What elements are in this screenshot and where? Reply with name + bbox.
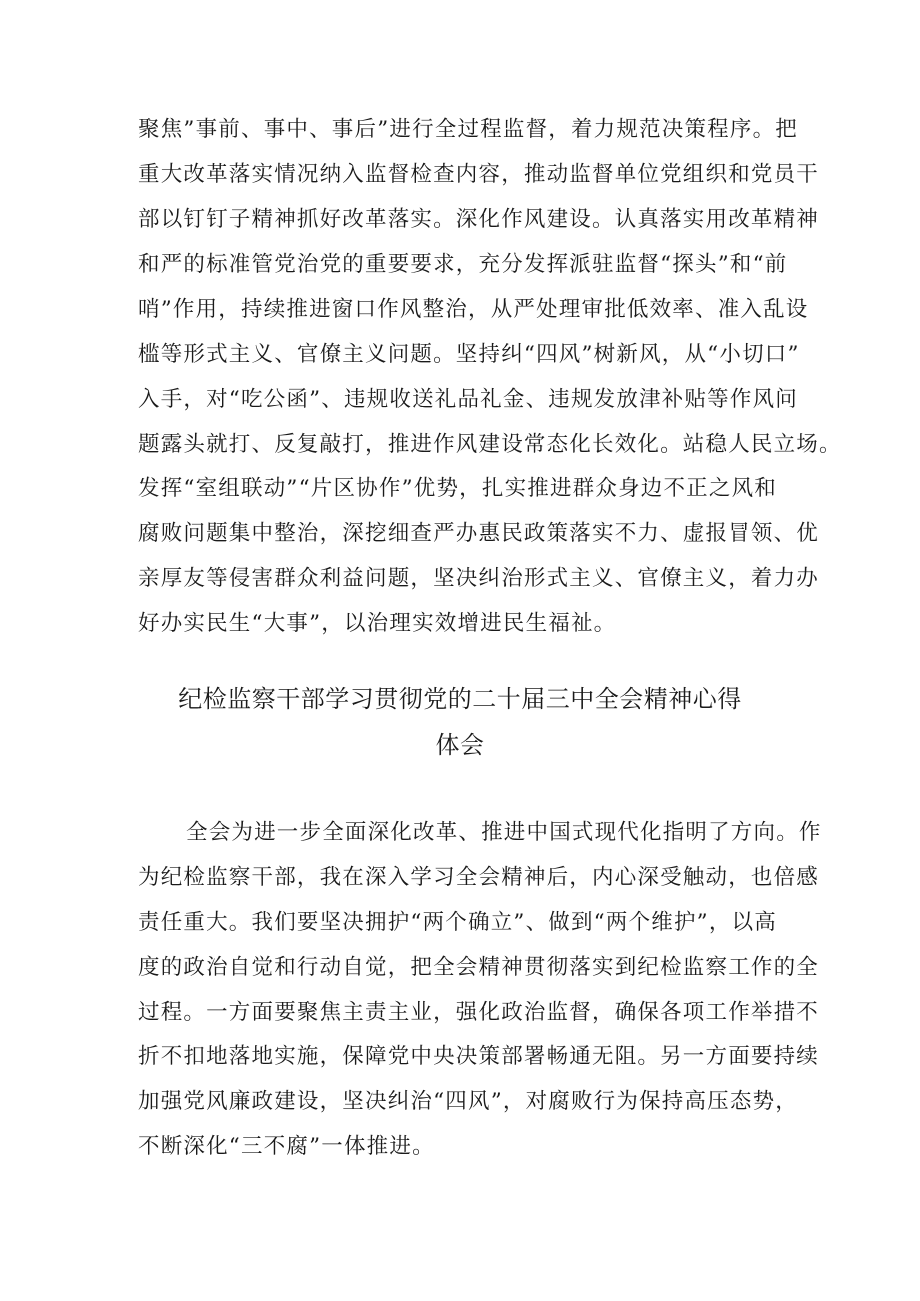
paragraph-line: 全会为进一步全面深化改革、推进中国式现代化指明了方向。作 — [186, 820, 822, 845]
section-title-line2: 体会 — [435, 731, 485, 759]
paragraph-line: 槛等形式主义、官僚主义问题。坚持纠“四风”树新风，从“小切口” — [138, 342, 800, 367]
paragraph-line: 责任重大。我们要坚决拥护“两个确立”、做到“两个维护”，以高 — [138, 910, 777, 935]
paragraph-line: 好办实民生“大事”，以治理实效增进民生福祉。 — [138, 611, 617, 636]
paragraph-line: 入手，对“吃公函”、违规收送礼品礼金、违规发放津补贴等作风问 — [138, 387, 798, 412]
paragraph-line: 亲厚友等侵害群众利益问题，坚决纠治形式主义、官僚主义，着力办 — [138, 566, 820, 591]
paragraph-line: 和严的标准管党治党的重要要求，充分发挥派驻监督“探头”和“前 — [138, 252, 788, 277]
paragraph-line: 聚焦”事前、事中、事后”进行全过程监督，着力规范决策程序。把 — [138, 117, 798, 142]
paragraph-line: 题露头就打、反复敲打，推进作风建设常态化长效化。站稳人民立场。 — [138, 432, 842, 457]
paragraph-line: 重大改革落实情况纳入监督检查内容，推动监督单位党组织和党员干 — [138, 162, 820, 187]
paragraph-line: 部以钉钉子精神抓好改革落实。深化作风建设。认真落实用改革精神 — [138, 207, 820, 232]
paragraph-line: 加强党风廉政建设，坚决纠治“四风”，对腐败行为保持高压态势， — [138, 1089, 798, 1114]
paragraph-line: 度的政治自觉和行动自觉，把全会精神贯彻落实到纪检监察工作的全 — [138, 955, 820, 980]
paragraph-line: 发挥“室组联动”“片区协作”优势，扎实推进群众身边不正之风和 — [138, 476, 777, 501]
paragraph-line: 过程。一方面要聚焦主责主业，强化政治监督，确保各项工作举措不 — [138, 1000, 820, 1025]
paragraph-line: 为纪检监察干部，我在深入学习全会精神后，内心深受触动，也倍感 — [138, 865, 820, 890]
paragraph-line: 腐败问题集中整治，深挖细查严办惠民政策落实不力、虚报冒领、优 — [138, 521, 820, 546]
section-title-line1: 纪检监察干部学习贯彻党的二十届三中全会精神心得 — [178, 685, 742, 713]
paragraph-line: 不断深化“三不腐”一体推进。 — [138, 1134, 435, 1159]
paragraph-line: 哨”作用，持续推进窗口作风整治，从严处理审批低效率、准入乱设 — [138, 297, 809, 322]
paragraph-line: 折不扣地落地实施，保障党中央决策部署畅通无阻。另一方面要持续 — [138, 1044, 820, 1069]
